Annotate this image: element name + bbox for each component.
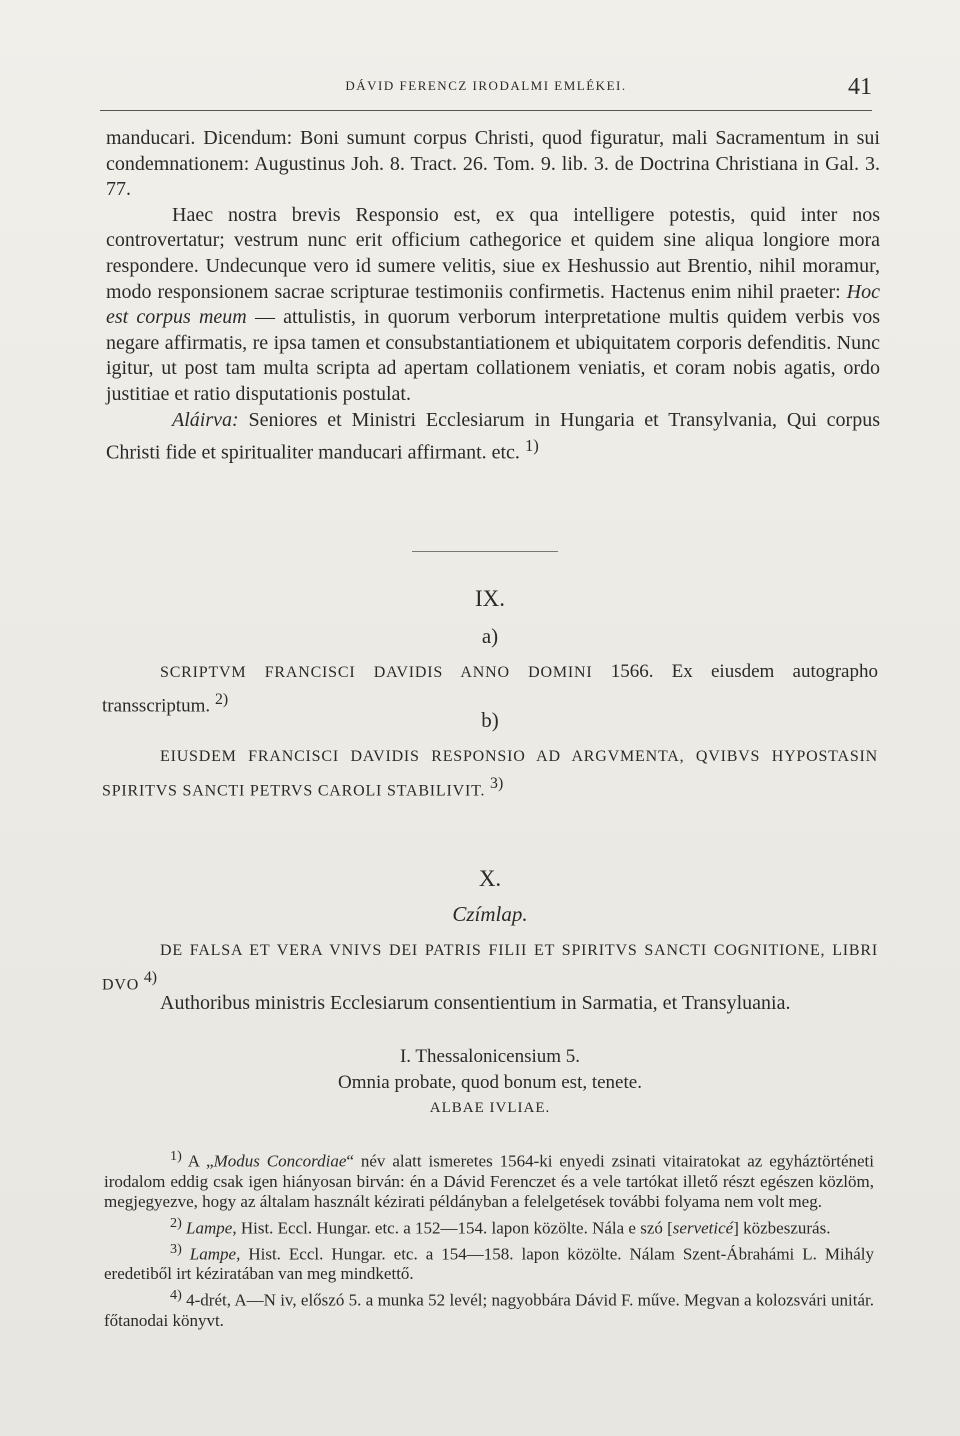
signature-text: Seniores et Ministri Ecclesiarum in Hungaria et Transylvania, Qui corpus Christi fide et spiritualiter manducari affirmant. etc.	[106, 408, 881, 464]
footnote-ref-4: 4)	[143, 969, 158, 986]
footnote-ref-3: 3)	[490, 775, 504, 792]
footnote-4: $^{4)}$ 4-drét, A—N iv, előszó 5. a munka 52 levél; nagyobbára Dávid F. műve. Megvan a kolozsvári unitár. főtanodai könyvt.	[104, 1286, 874, 1330]
section-ix-b-text	[102, 742, 878, 804]
section-x-title-caps: DE FALSA ET VERA VNIVS DEI PATRIS FILII ET SPIRITVS SANCTI COGNITIONE, LIBRI DVO	[102, 942, 878, 994]
footnote-ref-1: 1)	[524, 436, 539, 456]
section-separator	[412, 551, 558, 552]
running-title: DÁVID FERENCZ IRODALMI EMLÉKEI.	[345, 78, 627, 93]
section-ix-a-rest: Ex eiusdem autographo transscriptum.	[102, 661, 878, 717]
section-ix-a-label: a)	[481, 624, 499, 648]
section-ix-a-year: 1566.	[610, 661, 654, 682]
page-header	[100, 70, 872, 111]
section-x-title	[102, 936, 878, 998]
motto-text: Omnia probate, quod bonum est, tenete.	[338, 1072, 642, 1093]
place-of-print: ALBAE IVLIAE.	[429, 1100, 551, 1116]
paragraph-2	[106, 203, 880, 408]
footnote-1-title: Modus Concordiae	[213, 1151, 347, 1171]
paragraph-2-quote: Hoc est corpus meum	[106, 280, 880, 329]
section-ix-b-caps: EIUSDEM FRANCISCI DAVIDIS RESPONSIO AD ARGVMENTA, QVIBVS HYPOSTASIN SPIRITVS SANCTI PETRVS CAROLI STABILIVIT.	[102, 748, 878, 800]
footnote-2: $^{2)}$ Lampe, Hist. Eccl. Hungar. etc. a 152—154. lapon közölte. Nála e szó [serveticé] közbeszurás.	[170, 1214, 831, 1238]
paragraph-1: manducari. Dicendum: Boni sumunt corpus Christi, quod figuratur, mali Sacramentum in sui condemnationem: Augustinus Joh. 8. Tract. 26. Tom. 9. lib. 3. de Doctrina Christiana in Gal. 3. 77.	[106, 127, 880, 201]
footnote-3: $^{3)}$ Lampe, Hist. Eccl. Hungar. etc. a 154—158. lapon közölte. Nálam Szent-Ábrahámi L. Mihály eredetiből irt kéziratában van meg mindkettő.	[104, 1240, 874, 1284]
page-number: 41	[848, 74, 872, 100]
section-ix-numeral: IX.	[474, 586, 506, 611]
paragraph-3-signature	[106, 408, 880, 467]
footnotes	[104, 1146, 874, 1331]
signature-label: Aláirva:	[172, 408, 239, 431]
section-ix-b-label: b)	[481, 708, 499, 732]
motto-reference: I. Thessalonicensium 5.	[399, 1046, 581, 1067]
section-x-subtitle: Czímlap.	[452, 902, 528, 926]
section-ix-a-caps: SCRIPTVM FRANCISCI DAVIDIS ANNO DOMINI	[160, 664, 593, 681]
section-x-authors-block	[102, 990, 878, 1017]
section-x-numeral: X.	[478, 866, 502, 891]
footnote-1: $^{1)}$ A „Modus Concordiae“ név alatt ismeretes 1564-ki enyedi zsinati vitairatokat az egyháztörténeti irodalom eddig csak igen hiányosan birván: én a Dávid Ferenczet és a vele tartókat illető részt egészen közlöm, megjegyezve, hogy az általam használt kézirati példányban a felelgetések további folyama nem volt meg.	[104, 1148, 874, 1212]
section-x-authors: Authoribus ministris Ecclesiarum consentientium in Sarmatia, et Transyluania.	[160, 992, 791, 1014]
paragraph-2-text-a: Haec nostra brevis Responsio est, ex qua intelligere potestis, quid inter nos controvertatur; vestrum nunc erit officium cathegorice et quidem sine aliqua longiore mora respondere. Undecunque vero id sumere velitis, siue ex Heshussio aut Brentio, nihil moramur, modo responsionem sacrae scripturae testimoniis confirmetis. Hactenus enim nihil praeter:	[106, 203, 880, 303]
footnote-ref-2: 2)	[214, 691, 229, 708]
main-text	[106, 126, 880, 466]
paragraph-2-text-b: — attulistis, in quorum verborum interpretatione multis quidem verbis vos negare affirmatis, re ipsa tamen et consubstantiationem et ubiquitatem corporis defenditis. Nunc igitur, ut post tam multa scripta ad apertam collationem veniatis, et coram nobis agatis, ordo justitiae et ratio disputationis postulat.	[106, 306, 880, 405]
